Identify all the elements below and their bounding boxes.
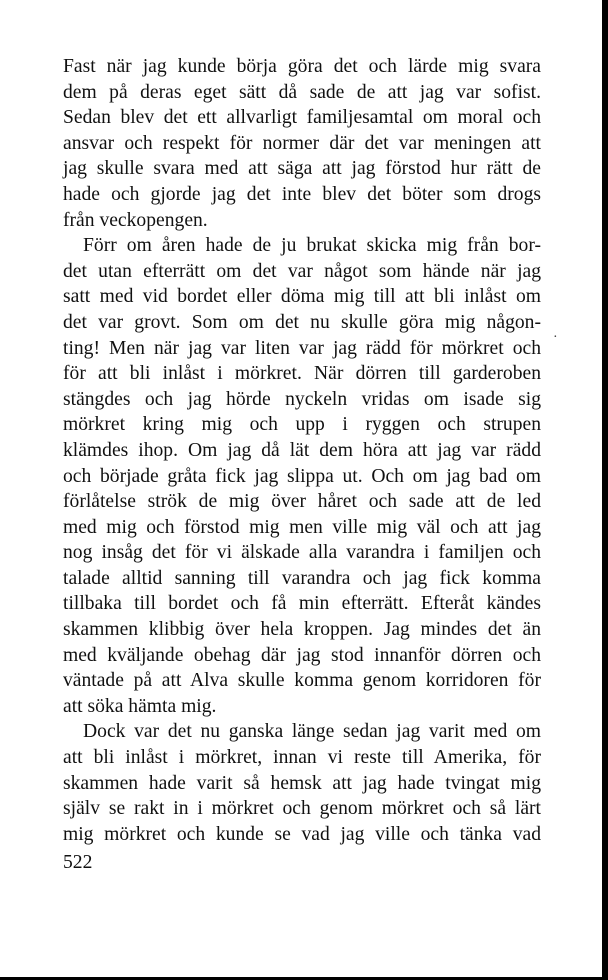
text-line: skammen hade varit så hemsk att jag hade tvingat mig (63, 772, 541, 794)
page-body (63, 54, 541, 847)
text-line: att bli inlåst i mörkret, innan vi reste till Amerika, för (63, 747, 541, 769)
text-line: det utan efterrätt om det var något som hände när jag (63, 260, 541, 282)
text-line: talade alltid sanning till varandra och jag fick komma (63, 567, 541, 589)
text-line: skammen klibbig över hela kroppen. Jag mindes det än (63, 619, 541, 641)
text-line: från veckopengen. (63, 209, 208, 231)
text-line: dem på deras eget sätt då sade de att jag var sofist. (63, 81, 541, 103)
text-line: tillbaka till bordet och få min efterrätt. Efteråt kändes (63, 593, 541, 615)
text-line: Dock var det nu ganska länge sedan jag varit med om (83, 721, 541, 743)
text-line: jag skulle svara med att säga att jag förstod hur rätt de (63, 158, 541, 180)
text-line: med mig och förstod mig men ville mig väl och att jag (63, 516, 541, 538)
text-line: ting! Men när jag var liten var jag rädd för mörkret och (63, 337, 541, 359)
stray-mark: · (553, 330, 558, 345)
text-line: och började gråta fick jag slippa ut. Och om jag bad om (63, 465, 541, 487)
text-line: mig mörkret och kunde se vad jag ville och tänka vad (63, 823, 541, 845)
text-line: att söka hämta mig. (63, 695, 217, 717)
text-line: Förr om åren hade de ju brukat skicka mig från bor- (83, 235, 541, 257)
text-line: det var grovt. Som om det nu skulle göra mig någon- (63, 311, 541, 333)
text-line: satt med vid bordet eller döma mig till att bli inlåst om (63, 286, 541, 308)
text-line: Sedan blev det ett allvarligt familjesamtal om moral och (63, 107, 541, 129)
text-line: ansvar och respekt för normer där det var meningen att (63, 132, 541, 154)
text-line: Fast när jag kunde börja göra det och lärde mig svara (63, 56, 541, 77)
paragraph-2 (63, 233, 541, 719)
scan-edge-right (602, 0, 608, 980)
text-line: hade och gjorde jag det inte blev det böter som drogs (63, 183, 541, 205)
text-line: nog insåg det för vi älskade alla varandra i familjen och (63, 542, 541, 564)
text-line: med kväljande obehag där jag stod innanför dörren och (63, 644, 541, 666)
text-line: för att bli inlåst i mörkret. När dörren till garderoben (63, 363, 541, 385)
text-line: klämdes ihop. Om jag då lät dem höra att jag var rädd (63, 439, 541, 461)
text-line: stängdes och jag hörde nyckeln vridas om isade sig (63, 388, 541, 410)
paragraph-3 (63, 719, 541, 847)
text-line: förlåtelse strök de mig över håret och sade att de led (63, 491, 541, 513)
page-number: 522 (63, 852, 93, 873)
text-line: själv se rakt in i mörkret och genom mörkret och så lärt (63, 798, 541, 820)
paragraph-1 (63, 54, 541, 233)
text-line: mörkret kring mig och upp i ryggen och strupen (63, 414, 541, 436)
text-line: väntade på att Alva skulle komma genom korridoren för (63, 670, 541, 692)
